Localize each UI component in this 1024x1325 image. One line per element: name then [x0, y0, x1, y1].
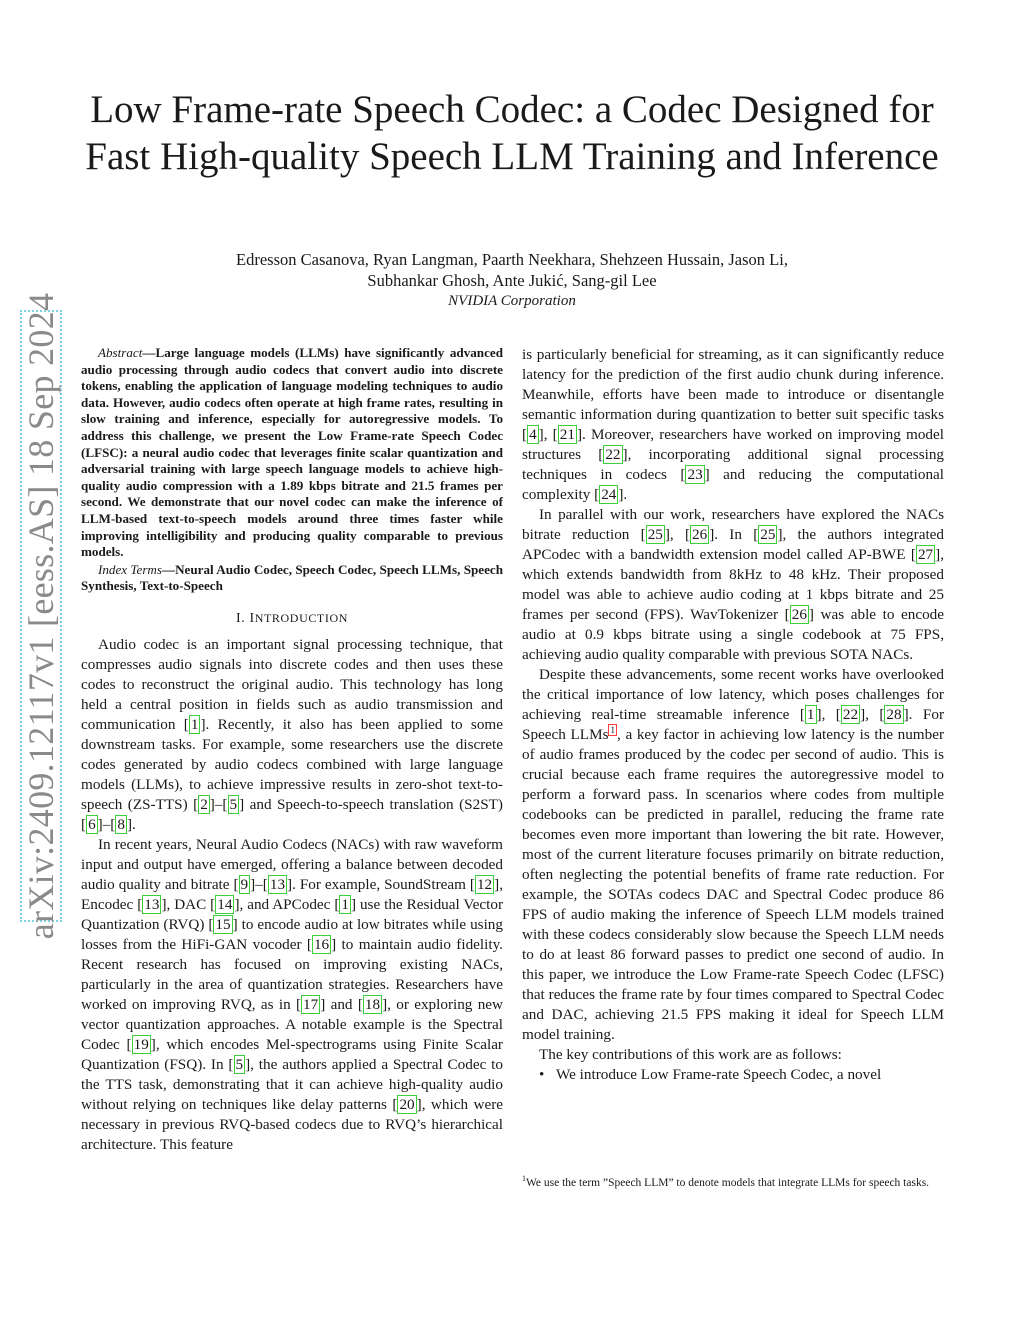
left-column	[81, 345, 503, 1155]
citation-link[interactable]: 23	[687, 466, 703, 483]
citation-link[interactable]: 27	[917, 546, 934, 563]
citation-link[interactable]: 13	[144, 895, 160, 913]
arxiv-stamp	[20, 292, 62, 940]
authors-line-1: Edresson Casanova, Ryan Langman, Paarth Neekhara, Shehzeen Hussain, Jason Li,	[236, 250, 788, 269]
right-column	[522, 345, 944, 1085]
author-list	[80, 249, 944, 291]
citation-link[interactable]: 28	[886, 706, 902, 723]
footnote	[522, 1172, 944, 1190]
contributions-list	[522, 1065, 944, 1085]
citation-link[interactable]: 16	[313, 935, 330, 953]
citation-link[interactable]: 19	[133, 1035, 149, 1053]
intro-paragraph-2: In recent years, Neural Audio Codecs (NACs) with raw waveform input and output have emerged, offering a balance between decoded audio quality and bitrate [ 9 ]–[ 13 ]. For example, SoundStream [ 12 ], Encodec [ 13 ], DAC [ 14 ], and APCodec [ 1 ] use the Residual Vector Quantization (RVQ) [ 15 ] to encode audio at low bitrates while using losses from the HiFi-GAN vocoder [ 16 ] to maintain audio fidelity. Recent research has focused on improving existing NACs, particularly in the area of quantization strategies. Researchers have worked on improving RVQ, as in [ 17 ] and [ 18 ], or exploring new vector quantization approaches. A notable example is the Spectral Codec [ 19 ], which encodes Mel-spectrograms using Finite Scalar Quantization (FSQ). In [ 5 ], the authors applied a Spectral Codec to the TTS task, demonstrating that it can achieve high-quality audio without relying on techniques like delay patterns [ 20 ], which were necessary in previous RVQ-based codecs due to RVQ’s hierarchical architecture. This feature	[81, 835, 504, 1153]
citation-link[interactable]: 25	[647, 526, 663, 543]
citation-link[interactable]: 24	[601, 486, 617, 503]
citation-link[interactable]: 5	[235, 1055, 244, 1073]
intro-paragraph-2-cont: is particularly beneficial for streaming, as it can significantly reduce latency for the prediction of the first audio chunk during inference. Meanwhile, efforts have been made to introduce or disentangle semantic information during quantization to better suit specific tasks [ 4 ], [ 21 ]. Moreover, researchers have worked on improving model structures [ 22 ], incorporating additional signal processing techniques in codecs [ 23 ] and reducing the computational complexity [ 24 ].	[522, 346, 945, 503]
footnote-mark: 1	[522, 1174, 526, 1183]
citation-link[interactable]: 1	[190, 715, 199, 733]
citation-link[interactable]: 17	[303, 995, 319, 1013]
citation-link[interactable]: 21	[559, 426, 575, 443]
index-terms-label: Index Terms	[98, 561, 162, 577]
affiliation: NVIDIA Corporation	[448, 293, 576, 309]
citation-link[interactable]: 8	[117, 815, 125, 833]
citation-link[interactable]: 6	[88, 815, 96, 833]
citation-link[interactable]: 2	[200, 795, 208, 813]
citation-link[interactable]: 14	[217, 895, 233, 913]
abstract-text: —Large language models (LLMs) have significantly advanced audio processing through audio codecs that convert audio into discrete tokens, enabling the application of language modeling techniques to audio data. However, audio codecs often operate at high frame rates, resulting in slow training and inference, especially for autoregressive models. To address this challenge, we present the Low Frame-rate Speech Codec (LFSC): a neural audio codec that leverages finite scalar quantization and adversarial training with large speech language models to achieve high-quality audio compression with a 1.89 kbps bitrate and 21.5 frames per second. We demonstrate that our novel codec can make the inference of LLM-based text-to-speech models around three times faster while improving intelligibility and producing quality comparable to previous models.	[81, 345, 503, 560]
citation-link[interactable]: 18	[364, 995, 381, 1013]
citation-link[interactable]: 9	[240, 875, 249, 893]
intro-paragraph-3: In parallel with our work, researchers have explored the NACs bitrate reduction [ 25 ], [ 26 ]. In [ 25 ], the authors integrated APCodec with a bandwidth extension model called AP-BWE [ 27 ], which extends bandwidth from 8kHz to 48 kHz. Their proposed model was able to achieve audio coding at 1 kbps bitrate and 25 frames per second (FPS). WavTokenizer [ 26 ] was able to encode audio at 0.9 kbps bitrate using a single codebook at 75 FPS, achieving audio quality comparable with previous SOTA NACs.	[522, 506, 945, 663]
citation-link[interactable]: 26	[692, 526, 708, 543]
citation-link[interactable]: 12	[476, 875, 493, 893]
intro-paragraph-1: Audio codec is an important signal processing technique, that compresses audio signals into discrete codes and then uses these codes to reconstruct the original audio. This technology has long held a central position in fields such as audio transmission and communication [ 1 ]. Recently, it also has been applied to some downstream tasks. For example, some researchers use the discrete codes generated by audio codecs combined with large language models (LLMs), to achieve impressive results in zero-shot text-to-speech (ZS-TTS) [ 2 ]–[ 5 ] and Speech-to-speech translation (S2ST) [ 6 ]–[ 8 ].	[81, 635, 503, 833]
citation-link[interactable]: 22	[842, 706, 859, 723]
abstract-label: Abstract	[98, 345, 143, 360]
citation-link[interactable]: 1	[341, 895, 349, 913]
citation-link[interactable]: 1	[806, 706, 815, 723]
footnote-link[interactable]: 1	[610, 724, 615, 735]
list-item: • We introduce Low Frame-rate Speech Codec, a novel	[522, 1065, 944, 1085]
section-heading: I. INTRODUCTION	[236, 610, 348, 626]
citation-link[interactable]: 26	[791, 606, 807, 623]
citation-link[interactable]: 20	[399, 1095, 415, 1113]
index-terms	[81, 562, 503, 595]
footnote-text: We use the term ”Speech LLM” to denote models that integrate LLMs for speech tasks.	[526, 1176, 930, 1189]
citation-link[interactable]: 22	[605, 446, 621, 463]
citation-link[interactable]: 25	[760, 526, 776, 543]
authors-line-2: Subhankar Ghosh, Ante Jukić, Sang-gil Lee	[367, 271, 657, 290]
citation-link[interactable]: 5	[229, 795, 238, 813]
intro-paragraph-5: The key contributions of this work are as follows:	[539, 1046, 842, 1063]
index-terms-text: —Neural Audio Codec, Speech Codec, Speech LLMs, Speech Synthesis, Text-to-Speech	[81, 561, 504, 594]
citation-link[interactable]: 13	[269, 875, 286, 893]
citation-link[interactable]: 15	[215, 915, 231, 933]
abstract	[81, 345, 503, 561]
paper-title: Low Frame-rate Speech Codec: a Codec Designed for Fast High-quality Speech LLM Training and Inference	[85, 88, 939, 178]
intro-paragraph-4: Despite these advancements, some recent works have overlooked the critical importance of low latency, which poses challenges for achieving real-time streamable inference [ 1 ], [ 22 ], [ 28 ]. For Speech LLMs $^1$ , a key factor in achieving low latency is the number of audio frames produced by the codec per second of audio. This is crucial because each frame requires the autoregressive model to perform a forward pass. In scenarios where codes from multiple codebooks can be predicted in parallel, reducing the frame rate becomes even more important than lowering the bit rate. However, most of the current literature focuses primarily on bitrate reduction, often neglecting the potential benefits of frame rate reduction. For example, the SOTAs codecs DAC and Spectral Codec produce 86 FPS of audio making the inference of Speech LLM models trained with these codecs considerably slow because the Speech LLM needs to do at least 86 forward passes to predict one second of audio. In this paper, we introduce the Low Frame-rate Speech Codec (LFSC) that reduces the frame rate by four times compared to Spectral Codec and DAC, achieving 21.5 FPS making it ideal for Speech LLM model training.	[522, 666, 944, 1043]
arxiv-stamp-text: arXiv:2409.12117v1 [eess.AS] 18 Sep 2024	[21, 292, 61, 940]
citation-link[interactable]: 4	[529, 426, 537, 443]
